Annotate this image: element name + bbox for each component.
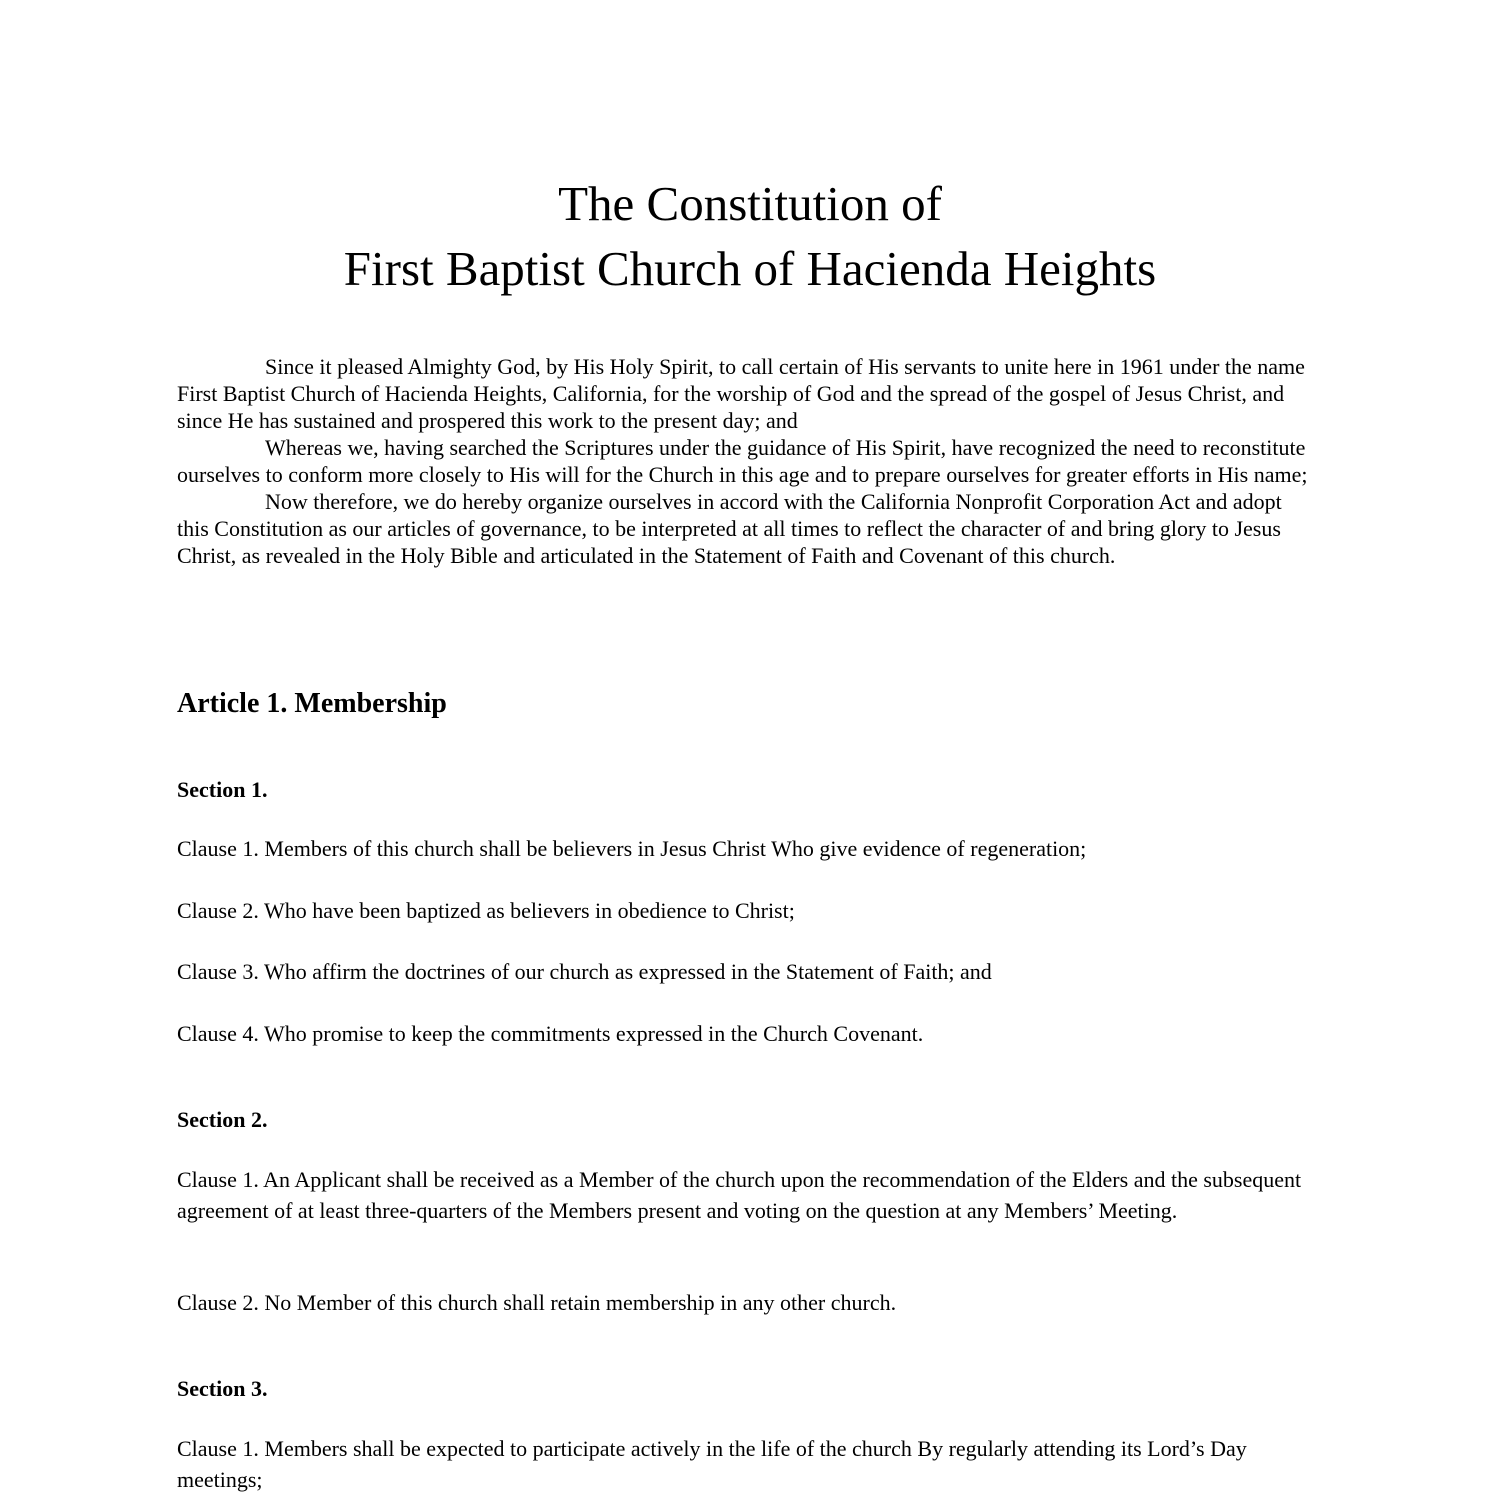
preamble-paragraph-3: Now therefore, we do hereby organize ourselves in accord with the California Nonprofit Corporation Act and adopt this Constitution as our articles of governance, to be interpreted at all times to reflect the character of and bring glory to Jesus Christ, as revealed in the Holy Bible and articulated in the Statement of Faith and Covenant of this church. (177, 489, 1282, 568)
section-3-heading: Section 3. (177, 1376, 268, 1401)
article-1-heading: Article 1. Membership (177, 688, 447, 719)
document-title-line-2: First Baptist Church of Hacienda Heights (343, 241, 1157, 296)
document-title-line-1: The Constitution of (558, 176, 942, 231)
preamble (177, 353, 1317, 569)
section-2-clause-2: Clause 2. No Member of this church shall retain membership in any other church. (177, 1290, 897, 1315)
section-1-clause-3: Clause 3. Who affirm the doctrines of our church as expressed in the Statement of Faith; and (177, 959, 992, 984)
preamble-paragraph-1: Since it pleased Almighty God, by His Holy Spirit, to call certain of His servants to unite here in 1961 under the name First Baptist Church of Hacienda Heights, California, for the worship of God and the spread of the gospel of Jesus Christ, and since He has sustained and prospered this work to the present day; and (177, 354, 1305, 433)
section-1-clause-1: Clause 1. Members of this church shall be believers in Jesus Christ Who give evidence of regeneration; (177, 836, 1087, 861)
preamble-paragraph-2: Whereas we, having searched the Scriptures under the guidance of His Spirit, have recognized the need to reconstitute ourselves to conform more closely to His will for the Church in this age and to prepare ourselves for greater efforts in His name; (177, 435, 1308, 487)
section-1-clause-2: Clause 2. Who have been baptized as believers in obedience to Christ; (177, 898, 795, 923)
section-2-clause-1: Clause 1. An Applicant shall be received as a Member of the church upon the recommendation of the Elders and the subsequent agreement of at least three-quarters of the Members present and voting on the question at any Members’ Meeting. (177, 1167, 1302, 1223)
section-1-clause-4: Clause 4. Who promise to keep the commitments expressed in the Church Covenant. (177, 1021, 924, 1046)
section-2-heading: Section 2. (177, 1107, 268, 1132)
section-1-heading: Section 1. (177, 777, 268, 802)
section-3-clause-1: Clause 1. Members shall be expected to participate actively in the life of the church By regularly attending its Lord’s Day meetings; (177, 1436, 1247, 1492)
